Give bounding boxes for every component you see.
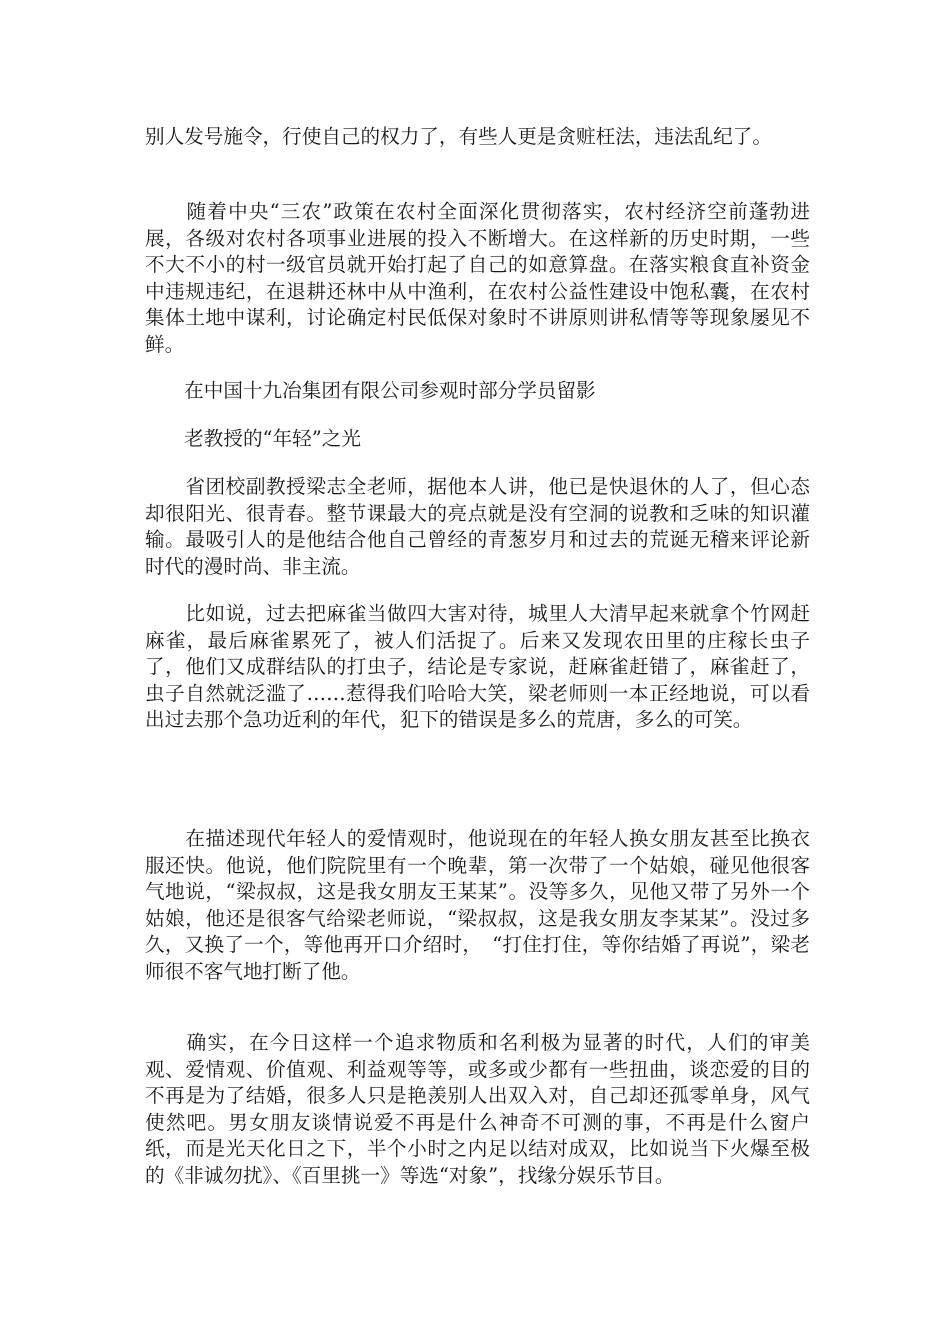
photo-caption: 在中国十九冶集团有限公司参观时部分学员留影 bbox=[145, 379, 596, 402]
section-heading: 老教授的“年轻”之光 bbox=[145, 427, 361, 450]
paragraph-modern-values: 确实，在今日这样一个追求物质和名利极为显著的时代，人们的审美观、爱情观、价值观、利益观等等，或多或少都有一些扭曲，谈恋爱的目的不再是为了结婚，很多人只是艳羡别人出双入对，自己却还孤零单身，风气使然吧。男女朋友谈情说爱不再是什么神奇不可测的事，不再是什么窗户纸，而是光天化日之下，半个小时之内足以结对成双，比如说当下火爆至极的《非诚勿扰》、《百里挑一》等选“对象”，找缘分娱乐节目。 bbox=[145, 1031, 810, 1187]
paragraph-love-view: 在描述现代年轻人的爱情观时，他说现在的年轻人换女朋友甚至比换衣服还快。他说，他们院院里有一个晚辈，第一次带了一个姑娘，碰见他很客气地说，“梁叔叔，这是我女朋友王某某”。没等多久，见他又带了另外一个姑娘，他还是很客气给梁老师说，“梁叔叔，这是我女朋友李某某”。没过多久，又换了一个，等他再开口介绍时， “打住打住，等你结婚了再说”，梁老师很不客气地打断了他。 bbox=[145, 827, 810, 983]
paragraph-professor-liang: 省团校副教授梁志全老师，据他本人讲，他已是快退休的人了，但心态却很阳光、很青春。整节课最大的亮点就是没有空洞的说教和乏味的知识灌输。最吸引人的是他结合他自己曾经的青葱岁月和过去的荒诞无稽来评论新时代的漫时尚、非主流。 bbox=[145, 475, 810, 578]
paragraph-sparrow-story: 比如说，过去把麻雀当做四大害对待，城里人大清早起来就拿个竹网赶麻雀，最后麻雀累死了，被人们活捉了。后来又发现农田里的庄稼长虫子了，他们又成群结队的打虫子，结论是专家说，赶麻雀赶错了，麻雀赶了，虫子自然就泛滥了……惹得我们哈哈大笑，梁老师则一本正经地说，可以看出过去那个急功近利的年代，犯下的错误是多么的荒唐，多么的可笑。 bbox=[145, 602, 810, 732]
paragraph-sannong-policy: 随着中央“三农”政策在农村全面深化贯彻落实，农村经济空前蓬勃进展，各级对农村各项事业进展的投入不断增大。在这样新的历史时期，一些不大不小的村一级官员就开始打起了自己的如意算盘。在落实粮食直补资金中违规违纪，在退耕还林中从中渔利，在农村公益性建设中饱私囊，在农村集体土地中谋利，讨论确定村民低保对象时不讲原则讲私情等等现象屡见不鲜。 bbox=[145, 200, 810, 356]
paragraph-continuation: 别人发号施令，行使自己的权力了，有些人更是贪赃枉法，违法乱纪了。 bbox=[145, 125, 772, 148]
